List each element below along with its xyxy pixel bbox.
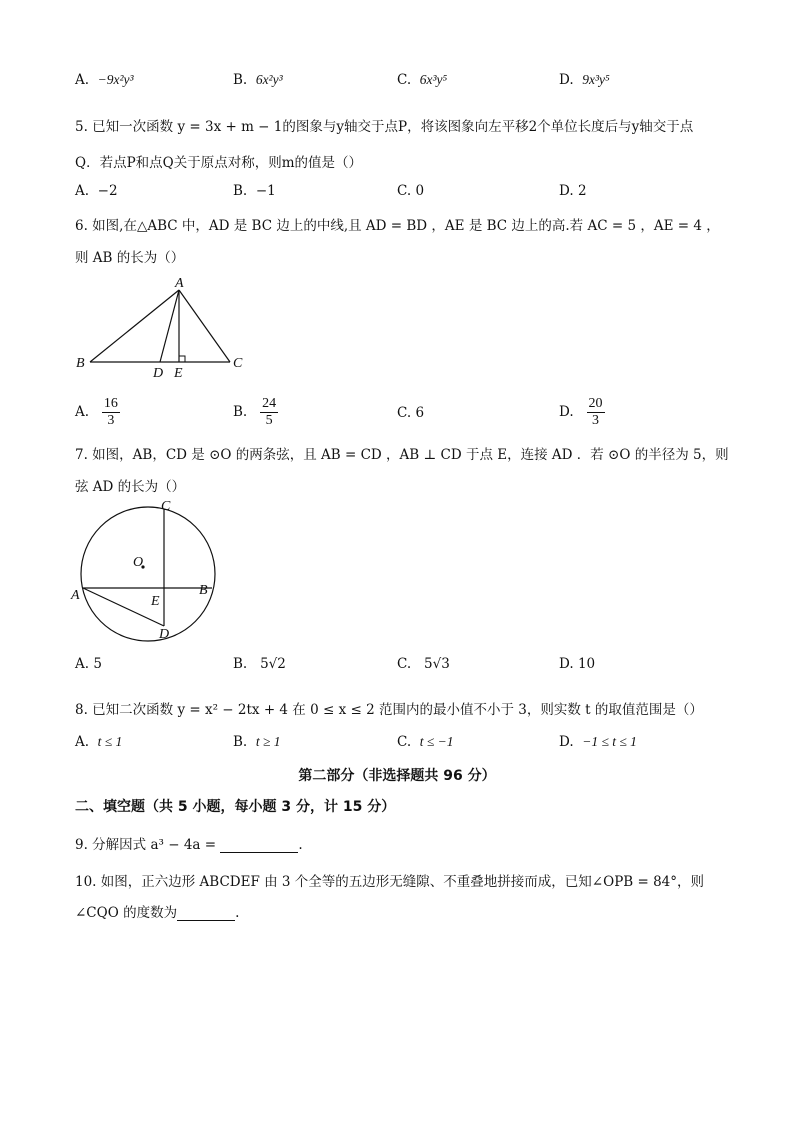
label-c: C [161,499,171,514]
label-e: E [151,594,160,609]
label-d: D [159,627,170,642]
q6-stem-line2: 则 AB 的长为（） [75,250,185,266]
q10-answer-blank[interactable] [177,906,235,921]
q5-option-c: C. 0 [397,183,425,199]
label-a: A [71,588,80,603]
q6-option-b: B. $\frac{24}{5}$ [233,396,277,428]
q5-option-a: A. −2 [75,183,118,199]
q4-option-d: D. 9x³y⁵ [559,72,610,88]
q4-option-d-text: 9x³y⁵ [582,72,610,87]
q6-option-d: D. $\frac{20}{3}$ [559,396,603,428]
q8-option-a: A. t ≤ 1 [75,734,123,750]
q9-answer-blank[interactable] [220,838,298,853]
q4-option-c: C. 6x³y⁵ [397,72,448,88]
right-angle-mark [179,356,185,362]
label-o: O [133,555,144,570]
label-c: C [233,356,243,371]
segment-ab [90,290,179,362]
q6-option-c: C. 6 [397,405,425,421]
q4-option-b: B. 6x²y³ [233,72,283,88]
q4-option-c-text: 6x³y⁵ [419,72,448,87]
circle-o [81,507,215,641]
q6-stem-line1: 6. 如图,在△ABC 中，AD 是 BC 边上的中线,且 AD = BD ，AE 是 BC 边上的高.若 AC = 5 ，AE = 4 ， [75,218,720,234]
segment-ac [179,290,230,362]
q5-option-d: D. 2 [559,183,587,199]
q5-stem-line1: 5. 已知一次函数 y = 3x + m − 1的图象与y轴交于点P，将该图象向左平移2个单位长度后与y轴交于点 [75,119,694,135]
label-e: E [174,366,183,381]
segment-ad [160,290,179,362]
label-a: A [175,276,184,291]
section2-title: 二、填空题（共 5 小题，每小题 3 分，计 15 分） [75,799,396,815]
q10-stem-line1: 10. 如图，正六边形 ABCDEF 由 3 个全等的五边形无缝隙、不重叠地拼接而成，已知∠OPB = 84°，则 [75,874,705,890]
q5-option-b: B. −1 [233,183,276,199]
q8-option-c: C. t ≤ −1 [397,734,454,750]
q7-stem-line1: 7. 如图，AB，CD 是 ⊙O 的两条弦，且 AB = CD ，AB ⊥ CD 于点 E，连接 AD ．若 ⊙O 的半径为 5，则 [75,447,729,463]
q4-option-b-text: 6x²y³ [255,72,283,87]
q7-circle-figure [68,496,228,642]
q7-option-a: A. 5 [75,656,102,672]
q8-option-d: D. −1 ≤ t ≤ 1 [559,734,637,750]
q8-stem: 8. 已知二次函数 y = x² − 2tx + 4 在 0 ≤ x ≤ 2 范围内的最小值不小于 3，则实数 t 的取值范围是（） [75,702,703,718]
q7-option-c: C. 5√3 [397,656,450,672]
q9-stem: 9. 分解因式 a³ − 4a = . [75,837,303,853]
q4-option-a-text: −9x²y³ [97,72,134,87]
label-b: B [76,356,85,371]
q10-stem-line2: ∠CQO 的度数为 . [75,905,240,921]
q5-stem-line2: Q．若点P和点Q关于原点对称，则m的值是（） [75,155,363,171]
label-b: B [199,583,208,598]
q7-stem-line2: 弦 AD 的长为（） [75,479,186,495]
q7-option-d: D. 10 [559,656,596,672]
q6-triangle-figure [70,276,260,384]
q4-option-a: A. −9x²y³ [75,72,134,88]
q7-option-b: B. 5√2 [233,656,286,672]
part2-title: 第二部分（非选择题共 96 分） [298,768,496,784]
q6-option-a: A. $\frac{16}{3}$ [75,396,118,428]
label-d: D [153,366,164,381]
q8-option-b: B. t ≥ 1 [233,734,281,750]
